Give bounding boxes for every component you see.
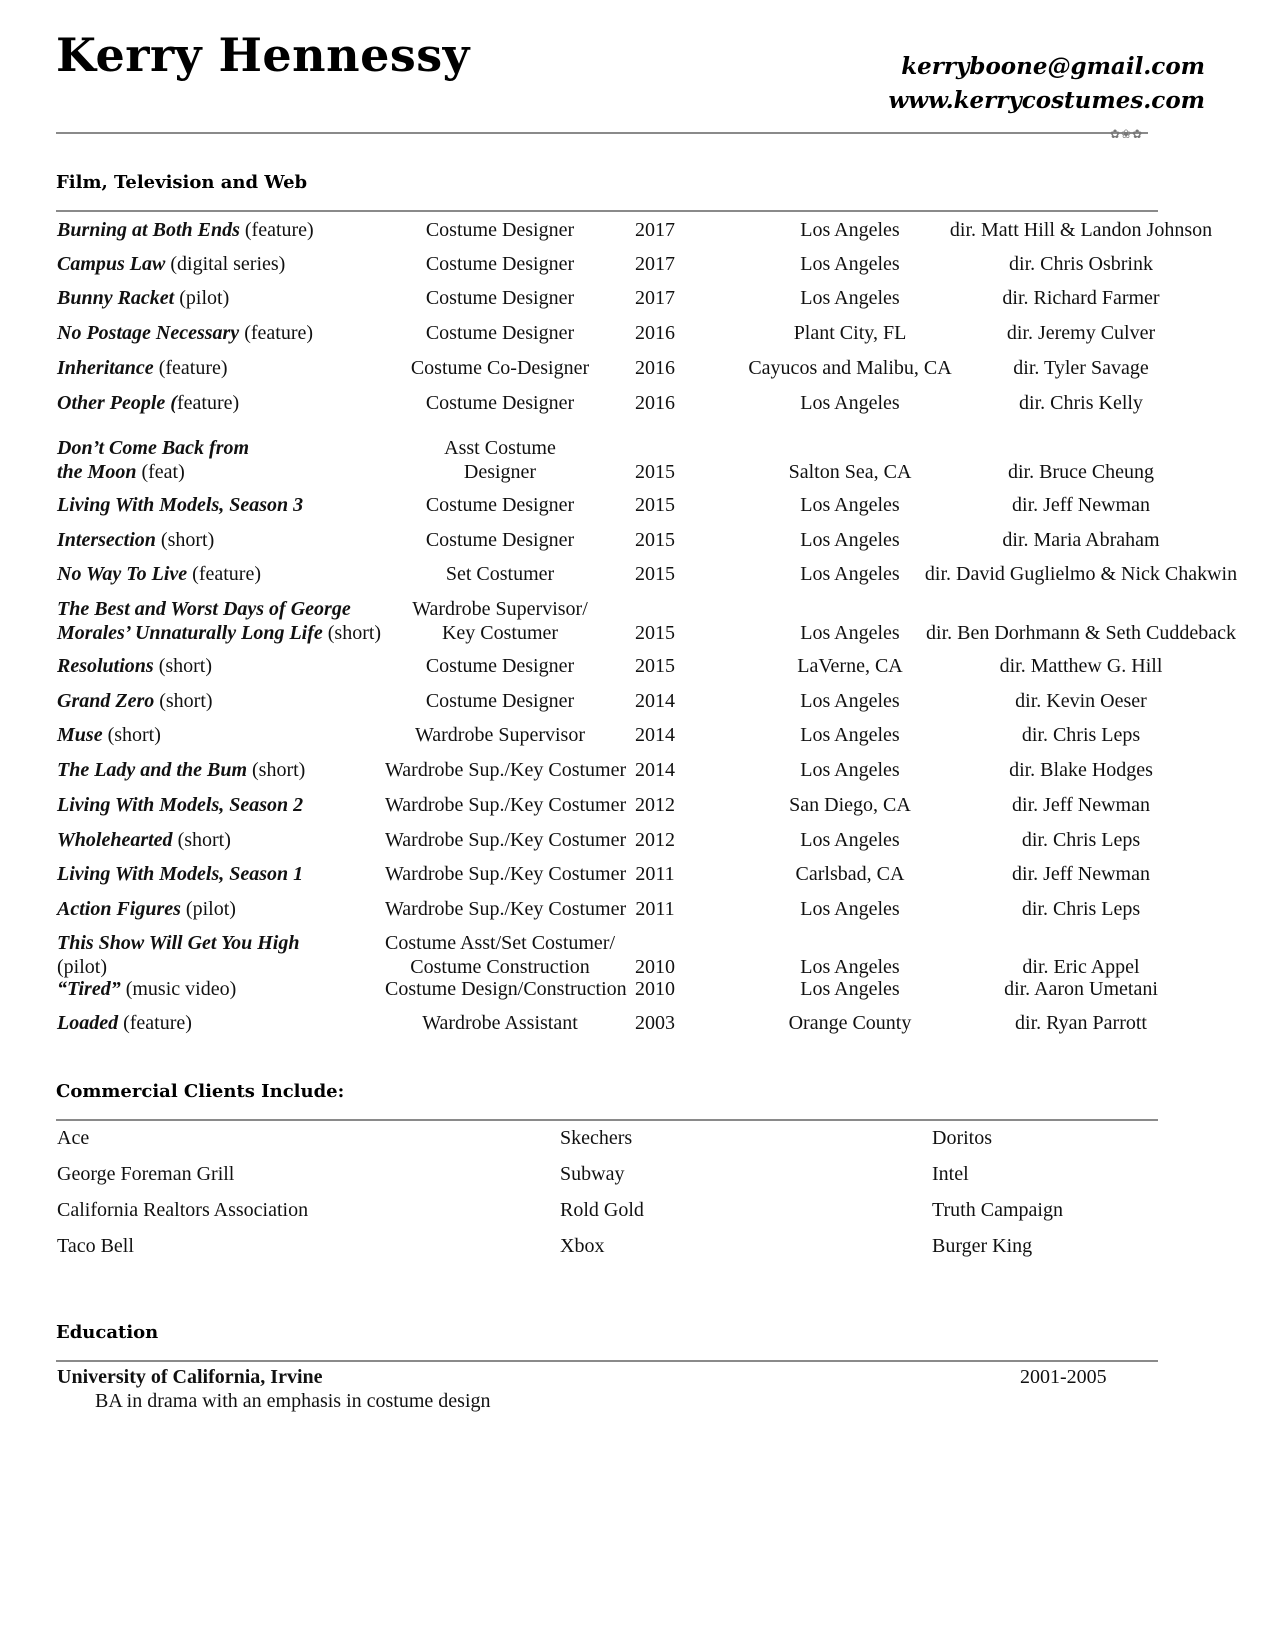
credit-location: Los Angeles: [800, 494, 900, 516]
credit-location: Los Angeles: [800, 622, 900, 644]
credit-location: Los Angeles: [800, 978, 900, 1000]
credit-type: (feature): [239, 219, 314, 241]
credit-title: Loaded: [57, 1012, 119, 1034]
credit-title-cell: [57, 436, 397, 484]
credit-director: dir. Kevin Oeser: [1015, 690, 1147, 712]
credit-director: dir. Jeff Newman: [1012, 794, 1150, 816]
client-row: [0, 1198, 1275, 1234]
credit-title: The Lady and the Bum: [57, 759, 248, 781]
credit-row: [0, 931, 1275, 981]
credit-year: 2011: [635, 898, 675, 920]
credit-location: Orange County: [788, 1012, 912, 1034]
credit-role-cell: [385, 286, 615, 310]
credit-title-cell: [57, 1011, 397, 1035]
client-name: Skechers: [560, 1127, 633, 1149]
credit-role: Wardrobe Supervisor/: [412, 598, 588, 620]
credit-year: 2015: [635, 655, 675, 677]
credit-role-cell: [385, 252, 615, 276]
credit-row: [0, 493, 1275, 523]
credit-title: Grand Zero: [57, 690, 155, 712]
credit-role-cell: [385, 356, 615, 380]
credit-title-cell: [57, 321, 397, 345]
client-name: Truth Campaign: [932, 1199, 1063, 1221]
credit-location: Los Angeles: [800, 759, 900, 781]
credit-location: Los Angeles: [800, 563, 900, 585]
client-row: [0, 1234, 1275, 1270]
credit-role: Costume Co-Designer: [410, 357, 590, 379]
credit-title: Wholehearted: [57, 829, 173, 851]
credit-row: [0, 723, 1275, 753]
education-years: 2001-2005: [1020, 1366, 1107, 1388]
commercial-divider: [56, 1119, 1158, 1121]
credit-title-cell: [57, 689, 397, 713]
credit-title-cell: [57, 391, 397, 415]
education-section-title: Education: [56, 1322, 159, 1343]
credit-director: dir. Jeff Newman: [1012, 863, 1150, 885]
credit-role: Wardrobe Assistant: [422, 1012, 578, 1034]
credit-year: 2015: [635, 494, 675, 516]
credit-year: 2003: [635, 1012, 675, 1034]
credit-title-cell: [57, 977, 397, 1001]
credit-row: [0, 218, 1275, 248]
credit-director: dir. Chris Kelly: [1019, 392, 1143, 414]
credit-role-cell: [385, 321, 615, 345]
credit-title-cell: [57, 218, 397, 242]
client-name: George Foreman Grill: [57, 1163, 235, 1185]
credit-row: [0, 356, 1275, 386]
credit-type: feature): [176, 392, 240, 414]
credit-year: 2015: [635, 461, 675, 483]
credit-director: dir. Chris Leps: [1021, 829, 1141, 851]
credit-year: 2014: [635, 690, 675, 712]
credit-director: dir. Richard Farmer: [1002, 287, 1160, 309]
credit-location: Los Angeles: [800, 829, 900, 851]
credit-role-cell: [385, 654, 615, 678]
credit-row: [0, 252, 1275, 282]
credit-role: Wardrobe Sup./Key Costumer: [385, 829, 627, 851]
credit-role-cell: [385, 597, 615, 645]
credit-role-line2: Designer: [463, 461, 537, 483]
credit-role-line2: Key Costumer: [441, 622, 559, 644]
credit-role: Wardrobe Sup./Key Costumer: [385, 863, 627, 885]
credit-year: 2015: [635, 563, 675, 585]
credit-role-cell: [385, 723, 615, 747]
credit-type: (short): [155, 529, 215, 551]
credit-year: 2012: [635, 829, 675, 851]
credit-role-cell: [385, 793, 627, 817]
credit-title: Bunny Racket: [57, 287, 175, 309]
credit-row: [0, 828, 1275, 858]
client-row: [0, 1162, 1275, 1198]
credit-title: Other People (: [57, 392, 177, 414]
credit-type: (short): [172, 829, 231, 851]
credit-row: [0, 391, 1275, 421]
school-name: University of California, Irvine: [57, 1366, 323, 1388]
client-name: Taco Bell: [57, 1235, 134, 1257]
credit-row: [0, 862, 1275, 892]
credit-role: Wardrobe Supervisor: [414, 724, 585, 746]
commercial-clients-list: [0, 1126, 1275, 1270]
name-heading: Kerry Hennessy: [56, 28, 470, 82]
credit-type: (feature): [187, 563, 261, 585]
credit-role: Wardrobe Sup./Key Costumer: [385, 794, 627, 816]
credit-row: [0, 897, 1275, 927]
credit-year: 2010: [635, 978, 675, 1000]
credit-location: Los Angeles: [800, 219, 900, 241]
film-section-title: Film, Television and Web: [56, 172, 308, 193]
credit-title-cell: [57, 793, 397, 817]
credit-role: Asst Costume: [444, 437, 556, 459]
credit-title-cell: [57, 356, 397, 380]
credit-row: [0, 977, 1275, 1007]
credit-role: Costume Designer: [425, 690, 575, 712]
credit-title: Don’t Come Back from: [57, 437, 250, 459]
credit-title: Intersection: [57, 529, 156, 551]
credit-type: (feature): [239, 322, 314, 344]
credit-title-cell: [57, 286, 397, 310]
credit-location: Los Angeles: [800, 529, 900, 551]
credit-year: 2016: [635, 322, 675, 344]
credit-row: [0, 286, 1275, 316]
credit-role-cell: [385, 931, 615, 979]
client-name: Intel: [932, 1163, 969, 1185]
credit-row: [0, 758, 1275, 788]
credit-type: (music video): [120, 978, 237, 1000]
header-divider: [56, 132, 1148, 134]
credit-title-cell: [57, 493, 397, 517]
credit-year: 2017: [635, 287, 675, 309]
credit-role: Costume Designer: [425, 287, 575, 309]
credit-type: (pilot): [180, 898, 236, 920]
contact-block: [888, 50, 1205, 118]
credit-location: Los Angeles: [800, 690, 900, 712]
credit-role-cell: [385, 828, 627, 852]
credit-type-line2: (pilot): [57, 956, 107, 978]
credit-role-cell: [385, 493, 615, 517]
credit-title: Burning at Both Ends: [57, 219, 240, 241]
credit-title-cell: [57, 562, 397, 586]
credit-row: [0, 654, 1275, 684]
credit-role-cell: [385, 977, 627, 1001]
credit-title-cell: [57, 828, 397, 852]
credit-row: [0, 793, 1275, 823]
credit-role: Costume Designer: [425, 529, 575, 551]
credit-title-cell: [57, 597, 397, 645]
floral-ornament-icon: ✿❀✿: [1110, 127, 1144, 141]
credit-location: Carlsbad, CA: [795, 863, 905, 885]
degree-text: BA in drama with an emphasis in costume design: [95, 1390, 491, 1412]
credit-type: (digital series): [165, 253, 286, 275]
credit-location: Los Angeles: [800, 287, 900, 309]
credit-role-line2: Costume Construction: [410, 956, 590, 978]
credit-director: dir. Blake Hodges: [1009, 759, 1153, 781]
credit-director: dir. Jeremy Culver: [1006, 322, 1156, 344]
credit-title: No Way To Live: [57, 563, 188, 585]
credit-year: 2014: [635, 759, 675, 781]
credit-role: Costume Designer: [425, 494, 575, 516]
credit-role-cell: [385, 862, 627, 886]
credit-title-cell: [57, 897, 397, 921]
credit-type: (short): [102, 724, 161, 746]
credit-type: (pilot): [174, 287, 230, 309]
credit-location: Plant City, FL: [793, 322, 907, 344]
credit-role-cell: [385, 436, 615, 484]
credit-title: Living With Models, Season 1: [57, 863, 304, 885]
credit-role-cell: [385, 218, 615, 242]
credit-title-cell: [57, 758, 397, 782]
client-name: Rold Gold: [560, 1199, 644, 1221]
credit-role: Costume Designer: [425, 253, 575, 275]
credit-title: The Best and Worst Days of George: [57, 598, 351, 620]
credit-title: Inheritance: [57, 357, 154, 379]
credit-title: Campus Law: [57, 253, 166, 275]
credit-role-cell: [385, 391, 615, 415]
credit-director: dir. Chris Leps: [1021, 724, 1141, 746]
credit-director: dir. Chris Leps: [1021, 898, 1141, 920]
credit-role: Set Costumer: [445, 563, 555, 585]
credit-director: dir. Aaron Umetani: [1004, 978, 1158, 1000]
website-text: www.kerrycostumes.com: [888, 87, 1205, 114]
credit-role: Costume Design/Construction: [385, 978, 627, 1000]
credit-role-cell: [385, 689, 615, 713]
credit-role-cell: [385, 562, 615, 586]
credit-location: San Diego, CA: [789, 794, 911, 816]
credit-role-cell: [385, 897, 627, 921]
client-name: Doritos: [932, 1127, 992, 1149]
credit-title: Action Figures: [57, 898, 181, 920]
credit-role-cell: [385, 528, 615, 552]
client-name: Ace: [57, 1127, 90, 1149]
credit-type-line2: (short): [322, 622, 382, 644]
credit-year: 2010: [635, 956, 675, 978]
client-name: Burger King: [932, 1235, 1033, 1257]
credit-director: dir. Matt Hill & Landon Johnson: [949, 219, 1213, 241]
credit-year: 2012: [635, 794, 675, 816]
client-name: Subway: [560, 1163, 625, 1185]
film-divider: [56, 210, 1158, 212]
credit-title-cell: [57, 723, 397, 747]
email-text: kerryboone@gmail.com: [901, 53, 1205, 80]
credit-title: This Show Will Get You High: [57, 932, 300, 954]
credit-row: [0, 528, 1275, 558]
credit-location: Los Angeles: [800, 253, 900, 275]
credit-type: (short): [153, 655, 213, 677]
credit-title: Living With Models, Season 3: [57, 494, 304, 516]
credit-title: “Tired”: [57, 978, 121, 1000]
credit-director: dir. Chris Osbrink: [1009, 253, 1153, 275]
credit-type: (short): [247, 759, 306, 781]
credit-location: LaVerne, CA: [797, 655, 903, 677]
credit-location: Cayucos and Malibu, CA: [748, 357, 952, 379]
credit-director: dir. Tyler Savage: [1013, 357, 1149, 379]
credit-year: 2016: [635, 392, 675, 414]
credit-role: Costume Designer: [425, 655, 575, 677]
credit-title: Resolutions: [57, 655, 154, 677]
credit-director: dir. Jeff Newman: [1012, 494, 1150, 516]
credit-role: Costume Designer: [425, 392, 575, 414]
commercial-section-title: Commercial Clients Include:: [56, 1081, 345, 1102]
client-row: [0, 1126, 1275, 1162]
credit-director: dir. Eric Appel: [1022, 956, 1140, 978]
credit-type: (feature): [153, 357, 228, 379]
credit-location: Los Angeles: [800, 392, 900, 414]
credit-year: 2014: [635, 724, 675, 746]
credit-location: Salton Sea, CA: [788, 461, 912, 483]
credit-title: No Postage Necessary: [57, 322, 240, 344]
credit-director: dir. Ryan Parrott: [1015, 1012, 1147, 1034]
credit-year: 2015: [635, 529, 675, 551]
credit-year: 2017: [635, 253, 675, 275]
credit-type: (feature): [118, 1012, 192, 1034]
credit-year: 2011: [635, 863, 675, 885]
credit-title-cell: [57, 252, 397, 276]
education-divider: [56, 1360, 1158, 1362]
credit-location: Los Angeles: [800, 898, 900, 920]
credit-role: Costume Designer: [425, 322, 575, 344]
credit-type-line2: (feat): [136, 461, 185, 483]
credit-year: 2017: [635, 219, 675, 241]
credit-director: dir. Bruce Cheung: [1007, 461, 1155, 483]
credit-title-cell: [57, 931, 397, 979]
credit-role: Costume Designer: [425, 219, 575, 241]
credit-director: dir. Matthew G. Hill: [999, 655, 1163, 677]
credit-director: dir. Maria Abraham: [1002, 529, 1160, 551]
credit-title: Living With Models, Season 2: [57, 794, 304, 816]
credit-row: [0, 689, 1275, 719]
credit-title-cell: [57, 528, 397, 552]
credit-location: Los Angeles: [800, 956, 900, 978]
credit-location: Los Angeles: [800, 724, 900, 746]
credit-role: Wardrobe Sup./Key Costumer: [385, 898, 627, 920]
credit-title: Muse: [57, 724, 103, 746]
credit-role-cell: [385, 1011, 615, 1035]
credit-row: [0, 597, 1275, 647]
credit-type: (short): [154, 690, 213, 712]
credit-row: [0, 562, 1275, 592]
credit-role: Costume Asst/Set Costumer/: [385, 932, 616, 954]
credit-title-cell: [57, 654, 397, 678]
client-name: California Realtors Association: [57, 1199, 309, 1221]
credit-year: 2016: [635, 357, 675, 379]
credit-title-line2: the Moon: [57, 461, 137, 483]
credit-director: dir. David Guglielmo & Nick Chakwin: [924, 563, 1238, 585]
credit-title-cell: [57, 862, 397, 886]
credit-role: Wardrobe Sup./Key Costumer: [385, 759, 627, 781]
credit-director: dir. Ben Dorhmann & Seth Cuddeback: [926, 622, 1236, 644]
credit-year: 2015: [635, 622, 675, 644]
credit-title-line2: Morales’ Unnaturally Long Life: [57, 622, 323, 644]
credit-role-cell: [385, 758, 627, 782]
credit-row: [0, 436, 1275, 486]
credit-row: [0, 321, 1275, 351]
credit-row: [0, 1011, 1275, 1041]
client-name: Xbox: [560, 1235, 605, 1257]
